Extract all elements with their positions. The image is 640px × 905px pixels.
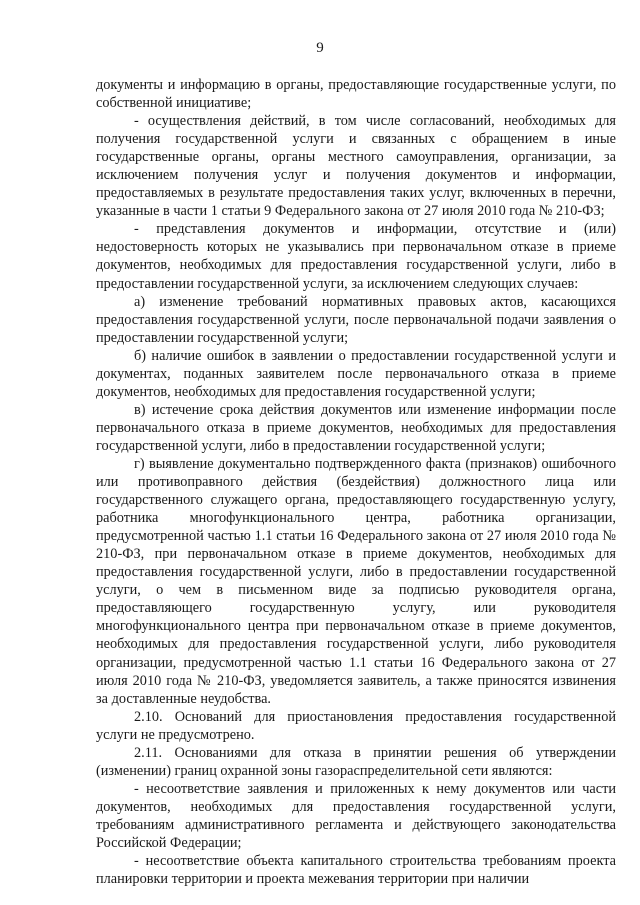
- paragraph: а) изменение требований нормативных правовых актов, касающихся предоставления государственной услуги, после первоначальной подачи заявления о предоставлении государственной услуги;: [96, 293, 616, 346]
- paragraph: б) наличие ошибок в заявлении о предоставлении государственной услуги и документах, поданных заявителем после первоначального отказа в приеме документов, необходимых для предоставления государственной услуги;: [96, 347, 616, 400]
- paragraph: 2.11. Основаниями для отказа в принятии решения об утверждении (изменении) границ охранной зоны газораспределительной сети являются:: [96, 744, 616, 779]
- paragraph: г) выявление документально подтвержденного факта (признаков) ошибочного или противоправного действия (бездействия) должностного лица или государственного служащего органа, предоставляющего государственную услугу, работника многофункционального центра, работника организации, предусмотренной частью 1.1 статьи 16 Федерального закона от 27 июля 2010 года № 210-ФЗ, при первоначальном отказе в приеме документов, необходимых для предоставления государственной услуги, либо в предоставлении государственной услуги, о чем в письменном виде за подписью руководителя органа, предоставляющего государственную услугу, или руководителя многофункционального центра при первоначальном отказе в приеме документов, необходимых для предоставления государственной услуги, либо руководителя организации, предусмотренной частью 1.1 статьи 16 Федерального закона от 27 июля 2010 года № 210-ФЗ, уведомляется заявитель, а также приносятся извинения за доставленные неудобства.: [96, 455, 616, 707]
- paragraph: - несоответствие объекта капитального строительства требованиям проекта планировки территории и проекта межевания территории при наличии: [96, 853, 616, 888]
- paragraph: 2.10. Оснований для приостановления предоставления государственной услуги не предусмотрено.: [96, 708, 616, 743]
- paragraph: - осуществления действий, в том числе согласований, необходимых для получения государственной услуги и связанных с обращением в иные государственные органы, органы местного самоуправления, организации, за исключением получения услуг и получения документов и информации, предоставляемых в результате предоставления таких услуг, включенных в перечни, указанные в части 1 статьи 9 Федерального закона от 27 июля 2010 года № 210-ФЗ;: [96, 113, 616, 220]
- page-number: 9: [316, 40, 324, 56]
- paragraph: в) истечение срока действия документов или изменение информации после первоначального отказа в приеме документов, необходимых для предоставления государственной услуги, либо в предоставлении государственной услуги;: [96, 401, 616, 454]
- paragraph: документы и информацию в органы, предоставляющие государственные услуги, по собственной инициативе;: [96, 77, 616, 112]
- paragraph: - несоответствие заявления и приложенных к нему документов или части документов, необходимых для предоставления государственной услуги, требованиям административного регламента и действующего законодательства Российской Федерации;: [96, 780, 616, 851]
- document-body: [96, 76, 616, 888]
- paragraph: - представления документов и информации, отсутствие и (или) недостоверность которых не указывались при первоначальном отказе в приеме документов, необходимых для предоставления государственной услуги, либо в предоставлении государственной услуги, за исключением следующих случаев:: [96, 221, 616, 292]
